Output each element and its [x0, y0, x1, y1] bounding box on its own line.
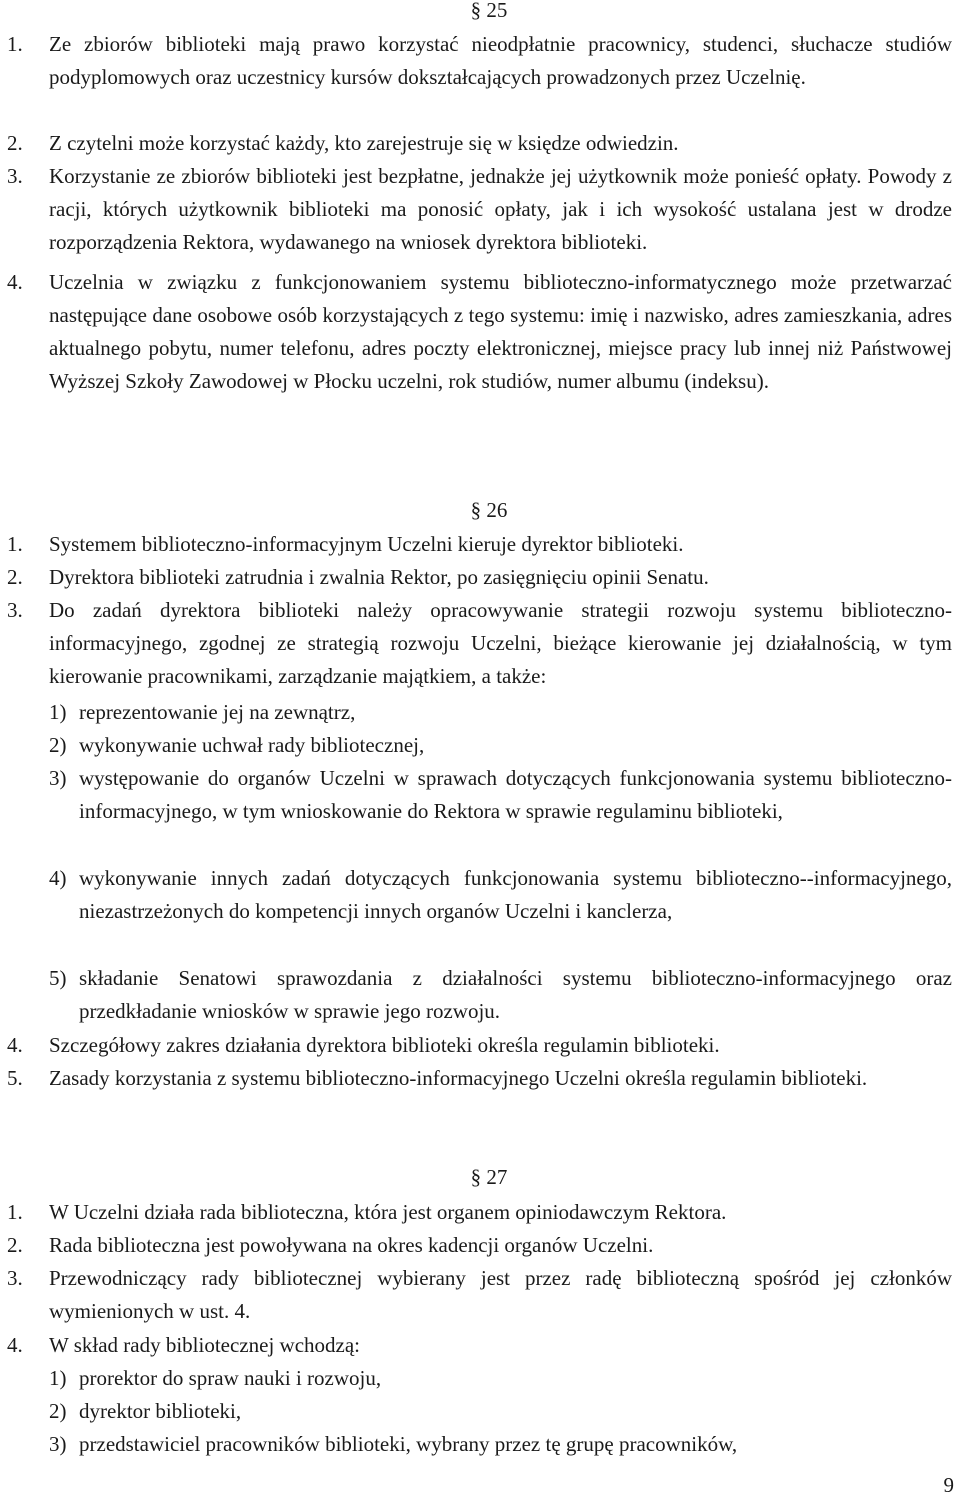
- sub-item-number: 4): [49, 866, 67, 890]
- sub-item-text: wykonywanie uchwał rady bibliotecznej,: [79, 733, 425, 757]
- item-text: Rada biblioteczna jest powoływana na okres kadencji organów Uczelni.: [49, 1233, 654, 1257]
- item-text: Zasady korzystania z systemu biblioteczno-informacyjnego Uczelni określa regulamin biblioteki.: [49, 1066, 868, 1090]
- section-heading: § 26: [470, 498, 508, 522]
- sub-item: [49, 696, 952, 729]
- sub-item-number: 2): [49, 1399, 67, 1423]
- item-text: Ze zbiorów biblioteki mają prawo korzystać nieodpłatnie pracownicy, studenci, słuchacze studiów podyplomowych oraz uczestnicy kursów dokształcających prowadzonych przez Uczelnię.: [49, 32, 952, 89]
- item-text: W skład rady bibliotecznej wchodzą:: [49, 1333, 361, 1357]
- item-number: 4.: [7, 1333, 23, 1357]
- paragraph: [7, 1196, 952, 1229]
- item-number: 1.: [7, 1200, 23, 1224]
- item-number: 3.: [7, 598, 23, 622]
- sub-item: [49, 1395, 952, 1428]
- item-number: 1.: [7, 532, 23, 556]
- item-text: Dyrektora biblioteki zatrudnia i zwalnia Rektor, po zasięgnięciu opinii Senatu.: [49, 565, 709, 589]
- paragraph: [7, 528, 952, 561]
- paragraph: [7, 1262, 952, 1328]
- sub-item-number: 1): [49, 700, 67, 724]
- sub-item-text: reprezentowanie jej na zewnątrz,: [79, 700, 356, 724]
- item-text: Do zadań dyrektora biblioteki należy opracowywanie strategii rozwoju systemu biblioteczno-informacyjnego, zgodnej ze strategią rozwoju Uczelni, bieżące kierowanie jej działalnością, w tym kierowanie pracownikami, zarządzanie majątkiem, a także:: [49, 598, 952, 688]
- paragraph: [7, 28, 952, 94]
- sub-item-number: 3): [49, 1432, 67, 1456]
- section-heading: § 25: [470, 0, 508, 22]
- sub-item-number: 1): [49, 1366, 67, 1390]
- sub-item: [49, 762, 952, 828]
- paragraph: [7, 561, 952, 594]
- paragraph: [7, 1029, 952, 1062]
- sub-item-number: 5): [49, 966, 67, 990]
- sub-item: [49, 1362, 952, 1395]
- section-heading: § 27: [470, 1165, 508, 1189]
- paragraph: [7, 1329, 952, 1362]
- paragraph: [7, 594, 952, 693]
- item-number: 4.: [7, 270, 23, 294]
- item-number: 4.: [7, 1033, 23, 1057]
- sub-item-text: składanie Senatowi sprawozdania z działalności systemu biblioteczno-informacyjnego oraz przedkładanie wniosków w sprawie jego rozwoju.: [79, 966, 952, 1023]
- item-number: 1.: [7, 32, 23, 56]
- item-number: 3.: [7, 164, 23, 188]
- sub-item-text: wykonywanie innych zadań dotyczących funkcjonowania systemu biblioteczno--informacyjnego, niezastrzeżonych do kompetencji innych organów Uczelni i kanclerza,: [79, 866, 952, 923]
- sub-item-number: 2): [49, 733, 67, 757]
- paragraph: [7, 127, 952, 160]
- item-number: 2.: [7, 131, 23, 155]
- item-number: 3.: [7, 1266, 23, 1290]
- paragraph: [7, 1229, 952, 1262]
- sub-item: [49, 862, 952, 928]
- item-number: 2.: [7, 1233, 23, 1257]
- item-text: Korzystanie ze zbiorów biblioteki jest bezpłatne, jednakże jej użytkownik może ponieść opłaty. Powody z racji, których użytkownik biblioteki ma ponosić opłaty, jak i ich wysokość ustalana jest w drodze rozporządzenia Rektora, wydawanego na wniosek dyrektora biblioteki.: [49, 164, 952, 254]
- item-text: Uczelnia w związku z funkcjonowaniem systemu biblioteczno-informatycznego może przetwarzać następujące dane osobowe osób korzystających z tego systemu: imię i nazwisko, adres zamieszkania, adres aktualnego pobytu, numer telefonu, adres poczty elektronicznej, miejsce pracy lub innej niż Państwowej Wyższej Szkoły Zawodowej w Płocku uczelni, rok studiów, numer albumu (indeksu).: [49, 270, 952, 393]
- paragraph: [7, 266, 952, 398]
- sub-item: [49, 729, 952, 762]
- paragraph: [7, 160, 952, 259]
- sub-item-text: dyrektor biblioteki,: [79, 1399, 242, 1423]
- item-text: Przewodniczący rady bibliotecznej wybierany jest przez radę biblioteczną spośród jej członków wymienionych w ust. 4.: [49, 1266, 952, 1323]
- sub-item-text: występowanie do organów Uczelni w sprawach dotyczących funkcjonowania systemu biblioteczno-informacyjnego, w tym wnioskowanie do Rektora w sprawie regulaminu biblioteki,: [79, 766, 952, 823]
- item-text: Szczegółowy zakres działania dyrektora biblioteki określa regulamin biblioteki.: [49, 1033, 720, 1057]
- item-text: W Uczelni działa rada biblioteczna, która jest organem opiniodawczym Rektora.: [49, 1200, 727, 1224]
- item-text: Systemem biblioteczno-informacyjnym Uczelni kieruje dyrektor biblioteki.: [49, 532, 684, 556]
- page-number: 9: [943, 1473, 954, 1497]
- sub-item-number: 3): [49, 766, 67, 790]
- item-number: 5.: [7, 1066, 23, 1090]
- sub-item: [49, 1428, 952, 1461]
- item-text: Z czytelni może korzystać każdy, kto zarejestruje się w księdze odwiedzin.: [49, 131, 679, 155]
- item-number: 2.: [7, 565, 23, 589]
- sub-item-text: prorektor do spraw nauki i rozwoju,: [79, 1366, 382, 1390]
- sub-item: [49, 962, 952, 1028]
- sub-item-text: przedstawiciel pracowników biblioteki, wybrany przez tę grupę pracowników,: [79, 1432, 738, 1456]
- paragraph: [7, 1062, 952, 1095]
